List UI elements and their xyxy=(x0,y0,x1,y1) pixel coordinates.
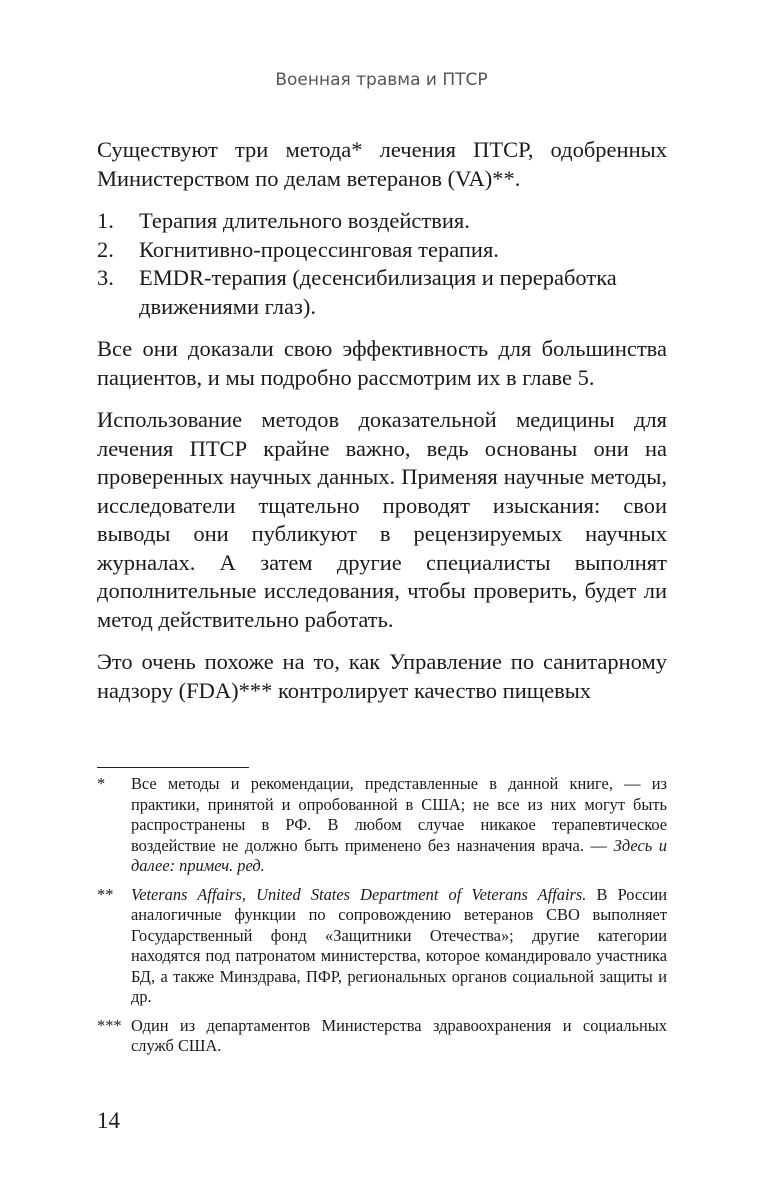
paragraph-effectiveness: Все они доказали свою эффективность для большинства пациентов, и мы подробно рассмотрим их в главе 5. xyxy=(97,336,667,390)
list-item xyxy=(97,236,667,265)
paragraph-fda: Это очень похоже на то, как Управление по санитарному надзору (FDA)*** контролирует качество пищевых xyxy=(97,649,667,703)
body-text xyxy=(97,136,667,719)
footnote-2 xyxy=(97,885,667,1008)
page-number: 14 xyxy=(97,1108,120,1133)
footnote-english-name: Veterans Affairs, United States Department of Veterans Affairs. xyxy=(131,884,587,904)
paragraph-intro: Существуют три метода* лечения ПТСР, одобренных Министерством по делам ветеранов (VA)**. xyxy=(97,137,667,191)
footnote-divider xyxy=(97,767,249,768)
footnotes xyxy=(97,774,667,1065)
footnote-mark: ** xyxy=(97,884,114,904)
list-text: Когнитивно-процессинговая терапия. xyxy=(139,236,499,262)
paragraph-evidence: Использование методов доказательной медицины для лечения ПТСР крайне важно, ведь основаны они на проверенных научных данных. Применяя научные методы, исследователи тщательно проводят изыскания: свои выводы они публикуют в рецензируемых научных журналах. А затем другие специалисты выполнят дополнительные исследования, чтобы проверить, будет ли метод действительно работать. xyxy=(97,407,667,632)
footnote-text: Один из департаментов Министерства здравоохранения и социальных служб США. xyxy=(131,1015,667,1055)
footnote-editor-note: Здесь и далее: примеч. ред. xyxy=(131,835,667,875)
running-head: Военная травма и ПТСР xyxy=(275,70,488,90)
footnote-mark: * xyxy=(97,774,106,793)
list-text: Терапия длительного воздействия. xyxy=(139,208,470,233)
list-number: 2. xyxy=(97,236,114,262)
footnote-3 xyxy=(97,1016,667,1057)
footnote-text: В России аналогичные функции по сопровождению ветеранов СВО выполняет Государственный фонд «Защитники Отечества»; другие категории находятся под патронатом министерства, которое командировало участника БД, а также Минздрава, ПФР, региональных органов социальной защиты и др. xyxy=(131,884,667,1006)
methods-list xyxy=(97,207,667,321)
footnote-1 xyxy=(97,774,667,877)
list-text: EMDR-терапия (десенсибилизация и переработка движениями глаз). xyxy=(139,265,617,319)
footnote-text: Все методы и рекомендации, представленные в данной книге, — из практики, принятой и опробованной в США; не все из них могут быть распространены в РФ. В любом случае никакое терапевтическое воздействие не должно быть применено без назначения врача. — xyxy=(131,774,667,855)
list-number: 1. xyxy=(97,208,114,233)
list-number: 3. xyxy=(97,265,114,290)
list-item xyxy=(97,264,667,321)
footnote-mark: *** xyxy=(97,1015,122,1035)
list-item xyxy=(97,207,667,236)
